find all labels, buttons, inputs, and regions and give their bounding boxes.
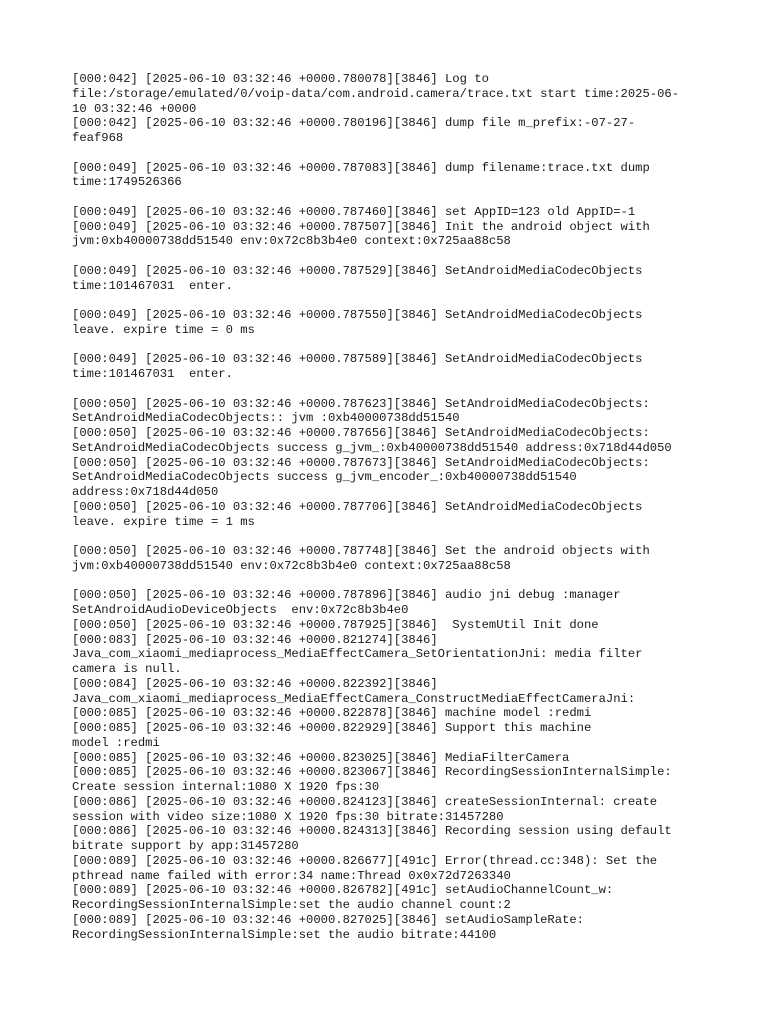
log-line: [000:050] [2025-06-10 03:32:46 +0000.787673][3846] SetAndroidMediaCodecObjects:	[72, 455, 650, 470]
log-block	[72, 397, 712, 530]
log-line: jvm:0xb40000738dd51540 env:0x72c8b3b4e0 context:0x725aa88c58	[72, 234, 511, 249]
log-line: model :redmi	[72, 735, 160, 750]
log-line: [000:042] [2025-06-10 03:32:46 +0000.780078][3846] Log to	[72, 72, 489, 86]
log-line: camera is null.	[72, 662, 182, 676]
log-line: [000:049] [2025-06-10 03:32:46 +0000.787507][3846] Init the android object with	[72, 219, 650, 234]
log-line: [000:085] [2025-06-10 03:32:46 +0000.822929][3846] Support this machine	[72, 721, 592, 735]
log-block	[72, 544, 712, 574]
log-line: [000:049] [2025-06-10 03:32:46 +0000.787550][3846] SetAndroidMediaCodecObjects	[72, 308, 643, 322]
log-line: [000:085] [2025-06-10 03:32:46 +0000.823025][3846] MediaFilterCamera	[72, 750, 570, 765]
log-line: [000:085] [2025-06-10 03:32:46 +0000.822878][3846] machine model :redmi	[72, 706, 592, 721]
log-block	[72, 72, 712, 146]
log-line: [000:049] [2025-06-10 03:32:46 +0000.787529][3846] SetAndroidMediaCodecObjects	[72, 263, 643, 278]
log-line: [000:050] [2025-06-10 03:32:46 +0000.787925][3846] SystemUtil Init done	[72, 617, 599, 632]
log-line: [000:089] [2025-06-10 03:32:46 +0000.826782][491c] setAudioChannelCount_w:	[72, 883, 614, 898]
log-line: [000:086] [2025-06-10 03:32:46 +0000.824313][3846] Recording session using default	[72, 824, 672, 839]
log-line: leave. expire time = 0 ms	[72, 322, 255, 337]
log-line: [000:086] [2025-06-10 03:32:46 +0000.824123][3846] createSessionInternal: create	[72, 794, 658, 809]
log-line: session with video size:1080 X 1920 fps:30 bitrate:31457280	[72, 809, 504, 824]
log-line: [000:050] [2025-06-10 03:32:46 +0000.787623][3846] SetAndroidMediaCodecObjects:	[72, 396, 650, 411]
log-block	[72, 264, 712, 294]
log-line: Java_com_xiaomi_mediaprocess_MediaEffectCamera_SetOrientationJni: media filter	[72, 647, 643, 662]
log-line: [000:050] [2025-06-10 03:32:46 +0000.787706][3846] SetAndroidMediaCodecObjects	[72, 499, 643, 514]
log-line: jvm:0xb40000738dd51540 env:0x72c8b3b4e0 context:0x725aa88c58	[72, 558, 511, 573]
log-line: [000:050] [2025-06-10 03:32:46 +0000.787896][3846] audio jni debug :manager	[72, 588, 621, 603]
log-line: time:1749526366	[72, 175, 182, 190]
log-line: bitrate support by app:31457280	[72, 839, 299, 853]
log-block	[72, 161, 712, 191]
log-line: leave. expire time = 1 ms	[72, 514, 255, 529]
log-line: [000:083] [2025-06-10 03:32:46 +0000.821274][3846]	[72, 632, 438, 647]
log-block	[72, 352, 712, 382]
log-line: [000:089] [2025-06-10 03:32:46 +0000.827025][3846] setAudioSampleRate:	[72, 912, 584, 927]
log-line: RecordingSessionInternalSimple:set the audio bitrate:44100	[72, 927, 497, 942]
log-line: time:101467031 enter.	[72, 367, 233, 381]
log-line: 10 03:32:46 +0000	[72, 101, 197, 116]
log-line: time:101467031 enter.	[72, 278, 233, 293]
log-line: SetAndroidMediaCodecObjects success g_jvm_encoder_:0xb40000738dd51540	[72, 470, 577, 485]
log-line: file:/storage/emulated/0/voip-data/com.android.camera/trace.txt start time:2025-06-	[72, 86, 680, 101]
log-block	[72, 205, 712, 249]
log-line: SetAndroidMediaCodecObjects:: jvm :0xb40000738dd51540	[72, 411, 460, 426]
log-line: pthread name failed with error:34 name:Thread 0x0x72d7263340	[72, 868, 511, 883]
log-line: [000:049] [2025-06-10 03:32:46 +0000.787460][3846] set AppID=123 old AppID=-1	[72, 204, 636, 219]
log-line: address:0x718d44d050	[72, 485, 219, 499]
log-line: Java_com_xiaomi_mediaprocess_MediaEffectCamera_ConstructMediaEffectCameraJni:	[72, 691, 636, 706]
log-document	[72, 72, 712, 942]
log-line: [000:042] [2025-06-10 03:32:46 +0000.780196][3846] dump file m_prefix:-07-27-	[72, 116, 636, 131]
log-block	[72, 588, 712, 942]
log-line: Create session internal:1080 X 1920 fps:30	[72, 780, 380, 794]
log-block	[72, 308, 712, 338]
log-line: SetAndroidMediaCodecObjects success g_jvm_:0xb40000738dd51540 address:0x718d44d050	[72, 440, 672, 455]
log-line: [000:049] [2025-06-10 03:32:46 +0000.787083][3846] dump filename:trace.txt dump	[72, 160, 650, 175]
log-line: RecordingSessionInternalSimple:set the audio channel count:2	[72, 898, 511, 912]
log-line: [000:049] [2025-06-10 03:32:46 +0000.787589][3846] SetAndroidMediaCodecObjects	[72, 352, 643, 367]
log-line: [000:085] [2025-06-10 03:32:46 +0000.823067][3846] RecordingSessionInternalSimple:	[72, 765, 672, 780]
log-line: SetAndroidAudioDeviceObjects env:0x72c8b3b4e0	[72, 603, 409, 617]
log-line: [000:050] [2025-06-10 03:32:46 +0000.787656][3846] SetAndroidMediaCodecObjects:	[72, 426, 650, 440]
log-line: [000:084] [2025-06-10 03:32:46 +0000.822392][3846]	[72, 676, 438, 691]
log-line: [000:050] [2025-06-10 03:32:46 +0000.787748][3846] Set the android objects with	[72, 544, 650, 558]
log-line: feaf968	[72, 131, 124, 145]
log-line: [000:089] [2025-06-10 03:32:46 +0000.826677][491c] Error(thread.cc:348): Set the	[72, 853, 658, 868]
